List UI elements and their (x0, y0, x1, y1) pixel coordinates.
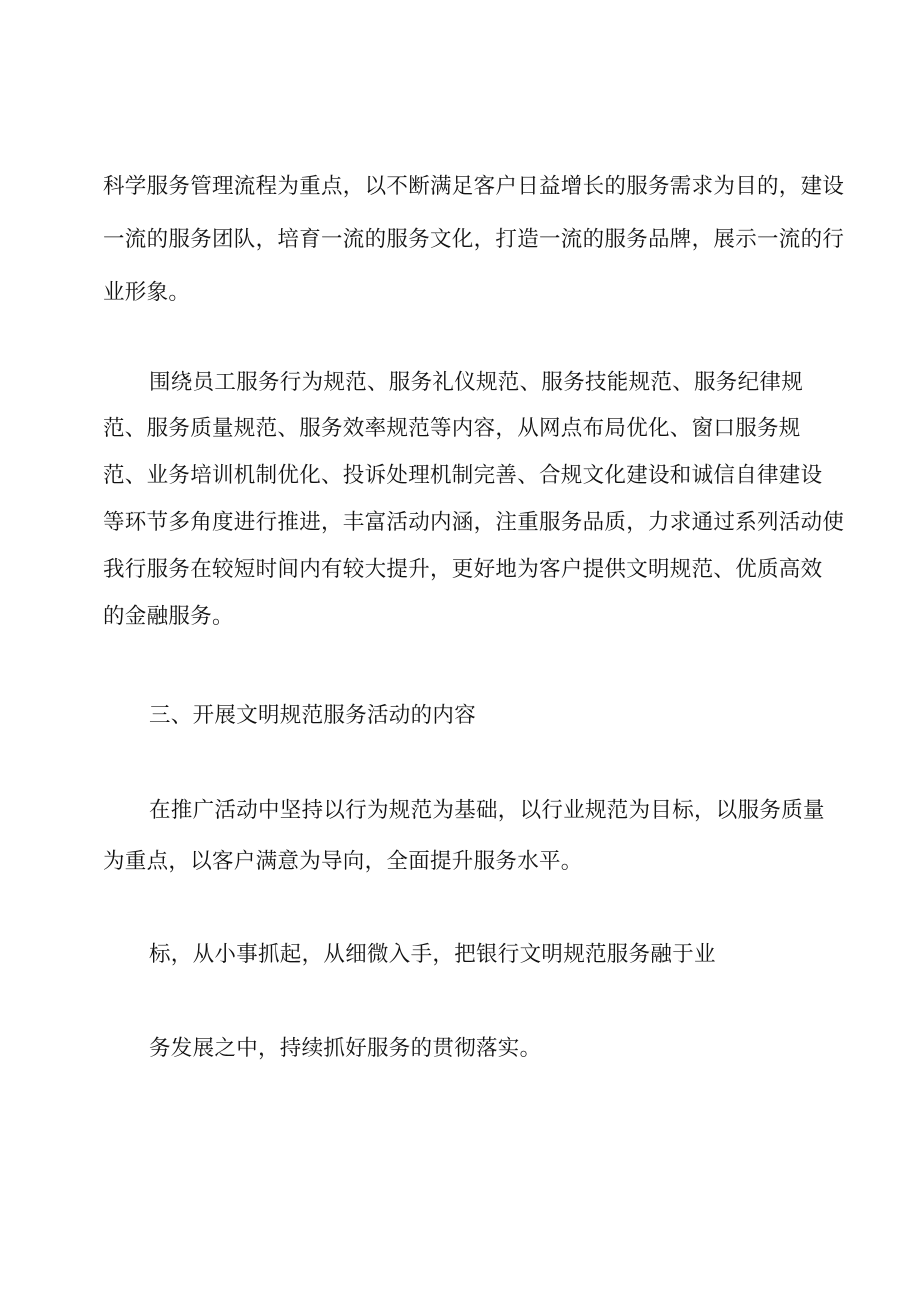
paragraph-3-line-2: 为重点，以客户满意为导向，全面提升服务水平。 (103, 849, 583, 874)
paragraph-2-line-4: 等环节多角度进行推进，丰富活动内涵，注重服务品质，力求通过系列活动使 (103, 510, 845, 535)
paragraph-2-line-2: 范、服务质量规范、服务效率规范等内容，从网点布局优化、窗口服务规 (103, 416, 801, 441)
paragraph-2-line-3: 范、业务培训机制优化、投诉处理机制完善、合规文化建设和诚信自律建设 (103, 463, 823, 488)
paragraph-1-line-3: 业形象。 (103, 280, 191, 305)
paragraph-2-line-5: 我行服务在较短时间内有较大提升，更好地为客户提供文明规范、优质高效 (103, 557, 823, 582)
section-heading: 三、开展文明规范服务活动的内容 (149, 703, 477, 728)
paragraph-3-line-1: 在推广活动中坚持以行为规范为基础，以行业规范为目标，以服务质量 (149, 798, 825, 823)
paragraph-1-line-2: 一流的服务团队，培育一流的服务文化，打造一流的服务品牌，展示一流的行 (103, 227, 845, 252)
paragraph-2-line-1: 围绕员工服务行为规范、服务礼仪规范、服务技能规范、服务纪律规 (149, 370, 804, 395)
paragraph-1-line-1: 科学服务管理流程为重点，以不断满足客户日益增长的服务需求为目的，建设 (103, 174, 845, 199)
paragraph-2-line-6: 的金融服务。 (103, 604, 234, 629)
paragraph-4: 标，从小事抓起，从细微入手，把银行文明规范服务融于业 (149, 942, 716, 967)
paragraph-5: 务发展之中，持续抓好服务的贯彻落实。 (149, 1036, 542, 1061)
